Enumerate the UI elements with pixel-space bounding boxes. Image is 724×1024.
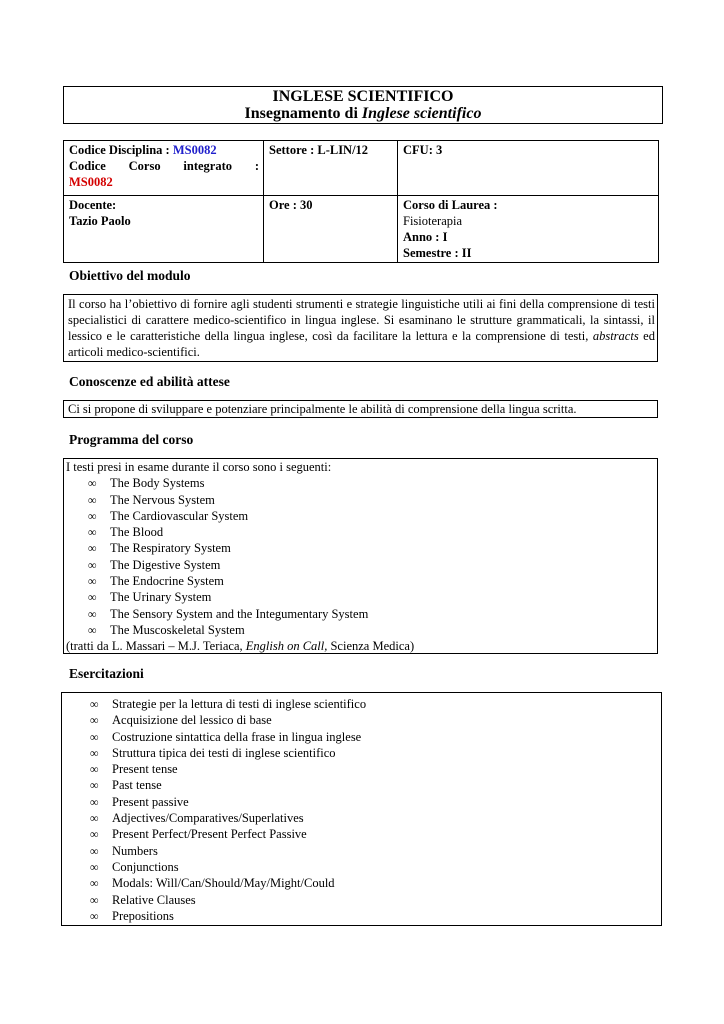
list-item-text: The Blood	[110, 525, 164, 540]
list-item	[62, 859, 661, 875]
settore-cell: Settore : L-LIN/12	[264, 141, 398, 196]
list-item	[62, 908, 661, 924]
infinity-bullet-icon: ∞	[90, 876, 99, 891]
list-item-text: The Muscoskeletal System	[110, 622, 245, 637]
list-item	[64, 606, 657, 622]
conoscenze-box	[63, 400, 658, 418]
corso-laurea-cell: Corso di Laurea : Fisioterapia Anno : I Semestre : II	[398, 196, 659, 263]
programma-source: (tratti da L. Massari – M.J. Teriaca, English on Call, Scienza Medica)	[66, 639, 415, 654]
infinity-bullet-icon: ∞	[90, 762, 99, 777]
list-item	[62, 892, 661, 908]
list-item	[62, 843, 661, 859]
list-item-text: Present Perfect/Present Perfect Passive	[112, 827, 307, 842]
programma-intro: I testi presi in esame durante il corso sono i seguenti:	[66, 460, 332, 474]
codice-disciplina-value: MS0082	[172, 143, 217, 157]
infinity-bullet-icon: ∞	[88, 622, 97, 637]
list-item-text: Modals: Will/Can/Should/May/Might/Could	[112, 876, 335, 891]
course-title: INGLESE SCIENTIFICO	[272, 88, 454, 105]
list-item	[62, 810, 661, 826]
list-item-text: The Nervous System	[110, 492, 215, 507]
obiettivo-heading: Obiettivo del modulo	[69, 268, 191, 283]
list-item	[64, 589, 657, 605]
infinity-bullet-icon: ∞	[88, 541, 97, 556]
list-item	[62, 745, 661, 761]
codice-disciplina-label: Codice Disciplina :	[69, 143, 170, 157]
list-item-text: The Cardiovascular System	[110, 508, 249, 523]
esercitazioni-box	[61, 692, 662, 926]
list-item-text: The Respiratory System	[110, 541, 231, 556]
list-item-text: Relative Clauses	[112, 892, 196, 907]
infinity-bullet-icon: ∞	[90, 729, 99, 744]
codice-cell: Codice Disciplina : MS0082 Codice Corso integrato : MS0082	[64, 141, 264, 196]
infinity-bullet-icon: ∞	[90, 859, 99, 874]
list-item-text: Past tense	[112, 778, 162, 793]
list-item	[64, 540, 657, 556]
list-item-text: Present tense	[112, 762, 178, 777]
programma-list	[64, 475, 657, 638]
list-item-text: Costruzione sintattica della frase in lingua inglese	[112, 729, 362, 744]
list-item	[62, 794, 661, 810]
list-item-text: Conjunctions	[112, 859, 179, 874]
course-subtitle: Insegnamento di Inglese scientifico	[244, 105, 482, 122]
list-item	[64, 492, 657, 508]
list-item-text: The Endocrine System	[110, 574, 224, 589]
list-item	[64, 524, 657, 540]
infinity-bullet-icon: ∞	[90, 745, 99, 760]
list-item-text: Strategie per la lettura di testi di inglese scientifico	[112, 697, 367, 711]
list-item	[62, 875, 661, 891]
cfu-cell: CFU: 3	[398, 141, 659, 196]
list-item	[62, 696, 661, 712]
course-info-table	[63, 140, 659, 263]
infinity-bullet-icon: ∞	[88, 476, 97, 491]
infinity-bullet-icon: ∞	[90, 827, 99, 842]
programma-box	[63, 458, 658, 654]
infinity-bullet-icon: ∞	[90, 794, 99, 809]
list-item	[64, 622, 657, 638]
infinity-bullet-icon: ∞	[88, 508, 97, 523]
infinity-bullet-icon: ∞	[90, 713, 99, 728]
conoscenze-heading: Conoscenze ed abilità attese	[69, 374, 230, 389]
list-item-text: The Body Systems	[110, 476, 205, 491]
list-item	[64, 573, 657, 589]
infinity-bullet-icon: ∞	[90, 778, 99, 793]
infinity-bullet-icon: ∞	[90, 908, 99, 923]
list-item-text: Acquisizione del lessico di base	[112, 713, 272, 728]
list-item-text: Prepositions	[112, 908, 174, 923]
title-box	[63, 86, 663, 124]
list-item-text: The Digestive System	[110, 557, 221, 572]
infinity-bullet-icon: ∞	[90, 892, 99, 907]
infinity-bullet-icon: ∞	[88, 525, 97, 540]
infinity-bullet-icon: ∞	[90, 811, 99, 826]
obiettivo-text: Il corso ha l’obiettivo di fornire agli studenti strumenti e strategie linguistiche utili ai fini della comprensione di testi specialistici di carattere medico-scientifico in lingua inglese. Si esaminano le strutture grammaticali, la sintassi, il lessico e le caratteristiche della lingua inglese, così da facilitare la lettura e la comprensione di testi, abstracts ed articoli medico-scientifici.	[68, 297, 655, 359]
ore-cell: Ore : 30	[264, 196, 398, 263]
esercitazioni-list	[62, 696, 661, 924]
list-item-text: Present passive	[112, 794, 189, 809]
infinity-bullet-icon: ∞	[88, 606, 97, 621]
programma-heading: Programma del corso	[69, 432, 194, 447]
conoscenze-text: Ci si propone di sviluppare e potenziare principalmente le abilità di comprensione della lingua scritta.	[68, 402, 577, 416]
list-item	[62, 729, 661, 745]
list-item-text: The Urinary System	[110, 590, 212, 605]
infinity-bullet-icon: ∞	[90, 843, 99, 858]
infinity-bullet-icon: ∞	[88, 492, 97, 507]
list-item-text: Struttura tipica dei testi di inglese scientifico	[112, 745, 336, 760]
infinity-bullet-icon: ∞	[88, 590, 97, 605]
list-item-text: The Sensory System and the Integumentary System	[110, 606, 369, 621]
docente-cell: Docente: Tazio Paolo	[64, 196, 264, 263]
list-item	[64, 475, 657, 491]
list-item-text: Adjectives/Comparatives/Superlatives	[112, 811, 304, 826]
list-item	[62, 777, 661, 793]
list-item-text: Numbers	[112, 843, 158, 858]
list-item	[62, 761, 661, 777]
list-item	[62, 826, 661, 842]
list-item	[64, 508, 657, 524]
esercitazioni-heading: Esercitazioni	[69, 666, 144, 681]
codice-corso-value: MS0082	[69, 175, 113, 189]
list-item	[64, 557, 657, 573]
infinity-bullet-icon: ∞	[88, 557, 97, 572]
infinity-bullet-icon: ∞	[90, 697, 99, 711]
obiettivo-box	[63, 294, 658, 362]
infinity-bullet-icon: ∞	[88, 574, 97, 589]
docente-name: Tazio Paolo	[69, 214, 131, 228]
list-item	[62, 712, 661, 728]
